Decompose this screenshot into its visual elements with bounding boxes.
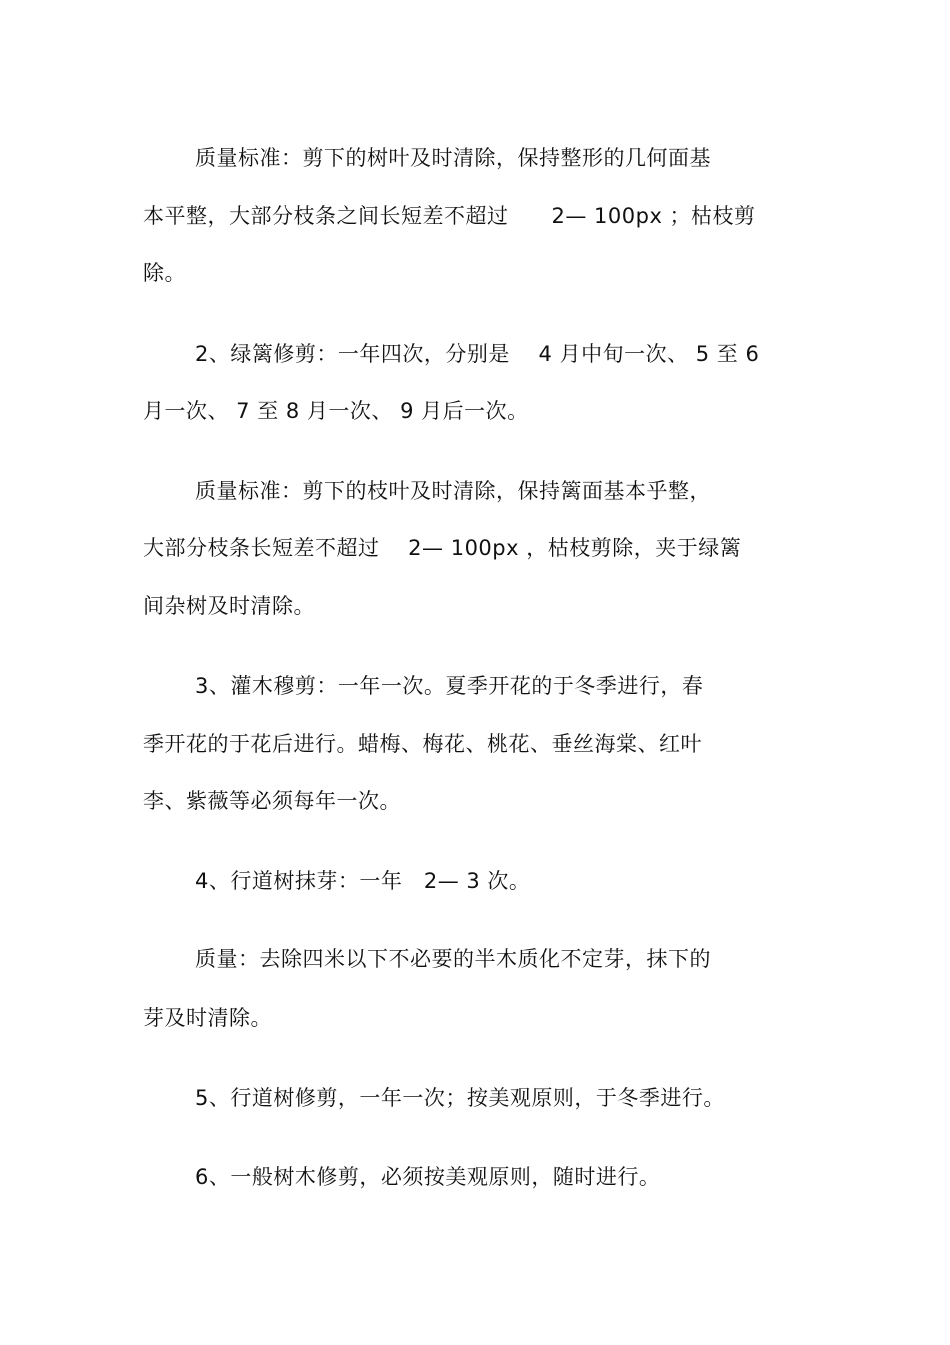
text-line: 质量标准：剪下的树叶及时清除，保持整形的几何面基 xyxy=(195,146,711,170)
text-line: 季开花的于花后进行。蜡梅、梅花、桃花、垂丝海棠、红叶 xyxy=(143,732,702,756)
text-line: 6、一般树木修剪，必须按美观原则，随时进行。 xyxy=(195,1165,661,1189)
text-line: 5、行道树修剪，一年一次；按美观原则，于冬季进行。 xyxy=(195,1086,725,1110)
text-line: 月一次、 7 至 8 月一次、 9 月后一次。 xyxy=(143,399,529,423)
text-line: 本平整，大部分枝条之间长短差不超过 2— 100px ；枯枝剪 xyxy=(143,204,756,228)
text-line: 4、行道树抹芽：一年 2— 3 次。 xyxy=(195,869,531,893)
text-line: 质量：去除四米以下不必要的半木质化不定芽，抹下的 xyxy=(195,947,711,971)
text-line: 除。 xyxy=(143,261,186,285)
text-line: 3、灌木穆剪：一年一次。夏季开花的于冬季进行，春 xyxy=(195,674,704,698)
text-line: 2、绿篱修剪：一年四次，分别是 4 月中旬一次、 5 至 6 xyxy=(195,342,760,366)
text-line: 大部分枝条长短差不超过 2— 100px ，枯枝剪除，夹于绿篱 xyxy=(143,536,742,560)
text-line: 质量标准：剪下的枝叶及时清除，保持篱面基本乎整， xyxy=(195,479,711,503)
text-line: 芽及时清除。 xyxy=(143,1006,272,1030)
text-line: 李、紫薇等必须每年一次。 xyxy=(143,789,401,813)
text-line: 间杂树及时清除。 xyxy=(143,594,315,618)
